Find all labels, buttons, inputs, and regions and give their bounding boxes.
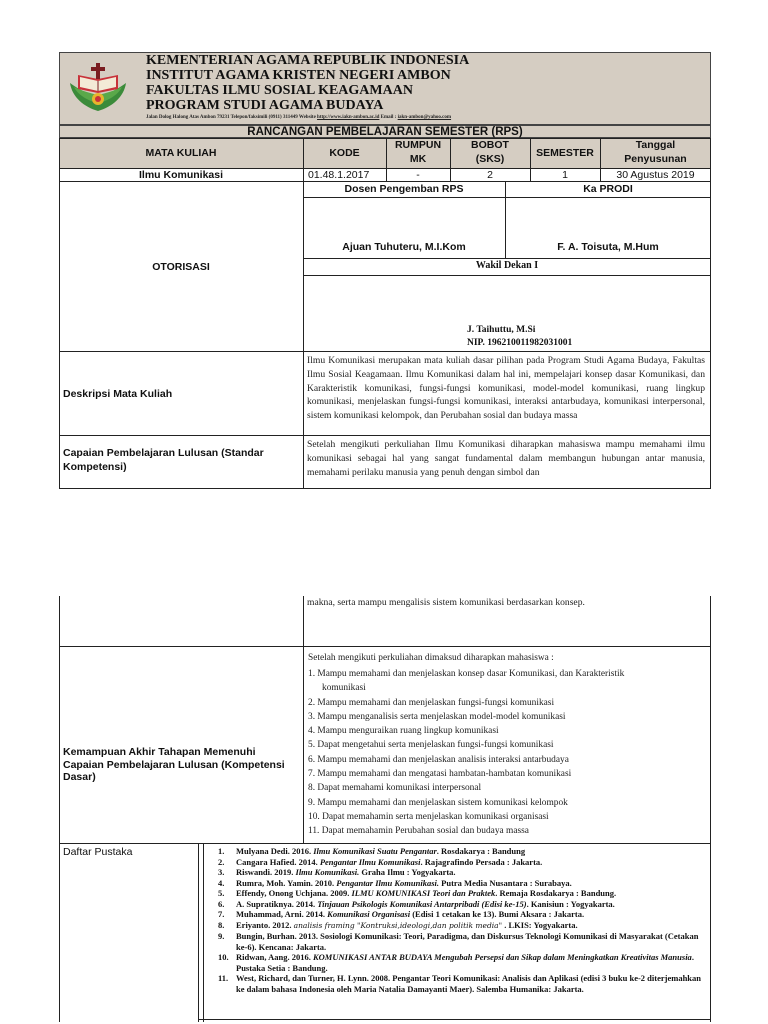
reference-item: [218, 867, 705, 878]
wakil-nip: NIP. 196210011982031001: [467, 338, 573, 348]
col-bobot-1: BOBOT: [471, 139, 509, 151]
wakil-header: Wakil Dekan I: [475, 260, 539, 271]
reference-author: A. Supratiknya. 2014.: [236, 898, 318, 909]
list-item: 1. Mampu memahami dan menjelaskan konsep dasar Komunikasi, dan Karakteristik: [308, 669, 625, 679]
reference-number: 2.: [218, 856, 225, 867]
reference-item: [218, 909, 705, 920]
reference-item: [218, 952, 705, 973]
course-semester: 1: [562, 169, 568, 181]
dosen-header: Dosen Pengemban RPS: [344, 183, 464, 195]
reference-item: [218, 899, 705, 910]
header-line-3: FAKULTAS ILMU SOSIAL KEAGAMAAN: [146, 83, 413, 98]
reference-title: KOMUNIKASI ANTAR BUDAYA Mengubah Persepsi dan Sikap dalam Meningkatkan Kreativitas Manusia: [313, 952, 692, 962]
kemampuan-intro: Setelah mengikuti perkuliahan dimaksud diharapkan mahasiswa :: [308, 653, 554, 663]
reference-number: 10.: [218, 952, 229, 962]
reference-number: 3.: [218, 867, 225, 877]
list-item: 11. Dapat memahamin Perubahan sosial dan budaya massa: [308, 826, 529, 837]
reference-title: Ilmu Komunikasi.: [295, 867, 360, 877]
col-tanggal-1: Tanggal: [635, 139, 676, 151]
list-item: komunikasi: [322, 683, 366, 694]
kemampuan-list: [308, 667, 708, 839]
reference-publisher: . Kanisiun : Yogyakarta.: [526, 898, 615, 909]
reference-author: Bungin, Burhan. 2013. Sosiologi Komunikasi: Teori, Paradigma, dan Diskursus Teknologi Komunikasi di Masyarakat (Cetakan ke-6). Kencana: Jakarta.: [236, 931, 699, 952]
reference-number: 9.: [218, 931, 225, 941]
reference-title: Pengantar Ilmu Komunikasi.: [336, 877, 440, 888]
reference-author: Muhammad, Arni. 2014.: [236, 909, 328, 919]
reference-item: [218, 878, 705, 889]
address-text: Jalan Dolog Halong Atas Ambon 79231 Telepon/faksimili (0911) 311449 Website: [146, 115, 318, 120]
course-name: Ilmu Komunikasi: [138, 169, 223, 181]
header-line-1: KEMENTERIAN AGAMA REPUBLIK INDONESIA: [146, 53, 470, 68]
list-item: 3. Mampu menganalisis serta menjelaskan model-model komunikasi: [308, 711, 566, 722]
document-title: RANCANGAN PEMBELAJARAN SEMESTER (RPS): [59, 125, 711, 138]
kemampuan-label: Kemampuan Akhir Tahapan Memenuhi Capaian Pembelajaran Lulusan (Kompetensi Dasar): [63, 746, 285, 783]
list-item: 10. Dapat memahamin serta menjelaskan komunikasi organisasi: [308, 811, 549, 822]
reference-item: [218, 888, 705, 899]
col-semester: SEMESTER: [536, 147, 594, 159]
reference-author: Ridwan, Aang. 2016.: [236, 952, 313, 962]
reference-number: 1.: [218, 846, 225, 856]
reference-author: Rumra, Moh. Yamin. 2010.: [236, 877, 337, 888]
reference-author: Cangara Hafied. 2014.: [236, 856, 320, 867]
deskripsi-label: Deskripsi Mata Kuliah: [63, 388, 173, 400]
header-line-2: INSTITUT AGAMA KRISTEN NEGERI AMBON: [146, 68, 451, 83]
course-code: 01.48.1.2017: [308, 169, 370, 181]
reference-number: 6.: [218, 898, 225, 909]
wakil-name: J. Taihuttu, M.Si: [467, 325, 536, 335]
list-item: 7. Mampu memahami dan mengatasi hambatan-hambatan komunikasi: [308, 769, 572, 780]
col-rumpun-2: MK: [409, 153, 427, 165]
reference-item: [218, 973, 705, 994]
reference-list: [218, 846, 705, 994]
reference-publisher: . Rosdakarya : Bandung: [436, 846, 526, 856]
institution-logo-icon: [64, 59, 132, 119]
reference-title: Komunikasi Organisasi: [327, 909, 411, 919]
course-rumpun: -: [416, 169, 420, 181]
reference-item: [218, 846, 705, 857]
reference-author: Effendy, Onong Uchjana. 2009.: [236, 888, 352, 898]
letterhead: [59, 52, 711, 125]
reference-author: Mulyana Dedi. 2016.: [236, 846, 314, 856]
reference-item: [218, 931, 705, 952]
kaprodi-header: Ka PRODI: [583, 183, 633, 195]
col-tanggal-2: Penyusunan: [624, 153, 687, 165]
deskripsi-text: Ilmu Komunikasi merupakan mata kuliah dasar pilihan pada Program Studi Agama Budaya, Fakultas Ilmu Sosial Keagamaan. Ilmu Komunikasi dalam hal ini, mempelajari konsep dasar Komunikasi, dan Karakteristik komunikasi, fungsi-fungsi komunikasi, model-model komunikasi, ruang lingkup komunikasi, menjelaskan fungsi-fungsi komunikasi, interaksi antarbudaya, komunikasi interpersonal, sistem komunikasi kelompok, dan Perubahan sosial dan budaya massa: [307, 355, 705, 422]
reference-publisher: . LKIS: Yogyakarta.: [502, 919, 578, 930]
reference-number: 4.: [218, 877, 225, 888]
reference-author: Riswandi. 2019.: [236, 867, 296, 877]
capaian-continuation: makna, serta mampu mengalisis sistem komunikasi berdasarkan konsep.: [307, 597, 585, 608]
course-bobot: 2: [487, 169, 493, 181]
reference-publisher: (Edisi 1 cetakan ke 13). Bumi Aksara : Jakarta.: [410, 909, 585, 919]
reference-number: 11.: [218, 973, 229, 983]
reference-title: Tinjauan Psikologis Komunikasi Antarpribadi (Edisi ke-15): [317, 898, 527, 909]
reference-publisher: Putra Media Nusantara : Surabaya.: [439, 877, 572, 888]
reference-title: analisis framing "Kontruksi,ideologi,dan politik media": [293, 920, 503, 930]
reference-publisher: Graha Ilmu : Yogyakarta.: [359, 867, 456, 877]
col-rumpun-1: RUMPUN: [394, 139, 442, 151]
email-link[interactable]: iakn-ambon@yahoo.com: [397, 115, 452, 120]
list-item: 8. Dapat memahami komunikasi interpersonal: [308, 783, 482, 794]
otorisasi-label: OTORISASI: [152, 261, 210, 273]
capaian-label: Capaian Pembelajaran Lulusan (Standar Kompetensi): [63, 447, 264, 473]
reference-number: 8.: [218, 919, 225, 930]
reference-publisher: . Remaja Rosdakarya : Bandung.: [495, 888, 617, 898]
capaian-text: Setelah mengikuti perkuliahan Ilmu Komunikasi diharapkan mahasiswa mampu memahami ilmu komunikasi sebagai hal yang sangat fundamental dalam membangun hubungan antar manusia, memahami perilaku manusia yang penuh dengan simbol dan: [307, 439, 705, 478]
list-item: 6. Mampu memahami dan menjelaskan analisis interaksi antarbudaya: [308, 754, 569, 765]
address-line: [146, 115, 451, 120]
reference-item: [218, 920, 705, 932]
pustaka-label: Daftar Pustaka: [63, 846, 133, 858]
col-kode: KODE: [329, 147, 360, 159]
header-line-4: PROGRAM STUDI AGAMA BUDAYA: [146, 98, 384, 113]
list-item: 4. Mampu menguraikan ruang lingkup komunikasi: [308, 726, 499, 737]
list-item: 5. Dapat mengetahui serta menjelaskan fungsi-fungsi komunikasi: [308, 740, 554, 751]
course-tanggal: 30 Agustus 2019: [616, 169, 695, 181]
reference-author: West, Richard, dan Turner, H. Lynn. 2008. Pengantar Teori Komunikasi: Analisis dan Aplikasi (edisi 3 buku ke-2 diterjemahkan ke dalam bahasa Indonesia oleh Maria Natalia Damayanti Maer). Salemba Humanika: Jakarta.: [236, 973, 702, 994]
reference-publisher: . Pustaka Setia : Bandung.: [236, 952, 694, 973]
reference-title: Pengantar Ilmu Komunikasi: [319, 856, 421, 867]
website-link[interactable]: http://www.iakn-ambon.ac.id: [317, 115, 380, 120]
reference-author: Eriyanto. 2012.: [236, 919, 294, 930]
kaprodi-name: F. A. Toisuta, M.Hum: [557, 241, 659, 253]
dosen-name: Ajuan Tuhuteru, M.I.Kom: [342, 241, 466, 253]
reference-title: ILMU KOMUNIKASI Teori dan Praktek: [351, 888, 496, 898]
email-label: Email :: [379, 115, 398, 120]
reference-publisher: . Rajagrafindo Persada : Jakarta.: [420, 856, 543, 867]
col-mata-kuliah: MATA KULIAH: [145, 147, 217, 159]
reference-number: 7.: [218, 909, 225, 919]
list-item: 2. Mampu memahami dan menjelaskan fungsi-fungsi komunikasi: [308, 697, 555, 708]
reference-number: 5.: [218, 888, 225, 898]
reference-item: [218, 857, 705, 868]
reference-title: Ilmu Komunikasi Suatu Pengantar: [313, 846, 437, 856]
list-item: 9. Mampu memahami dan menjelaskan sistem komunikasi kelompok: [308, 797, 568, 808]
col-bobot-2: (SKS): [475, 153, 505, 165]
